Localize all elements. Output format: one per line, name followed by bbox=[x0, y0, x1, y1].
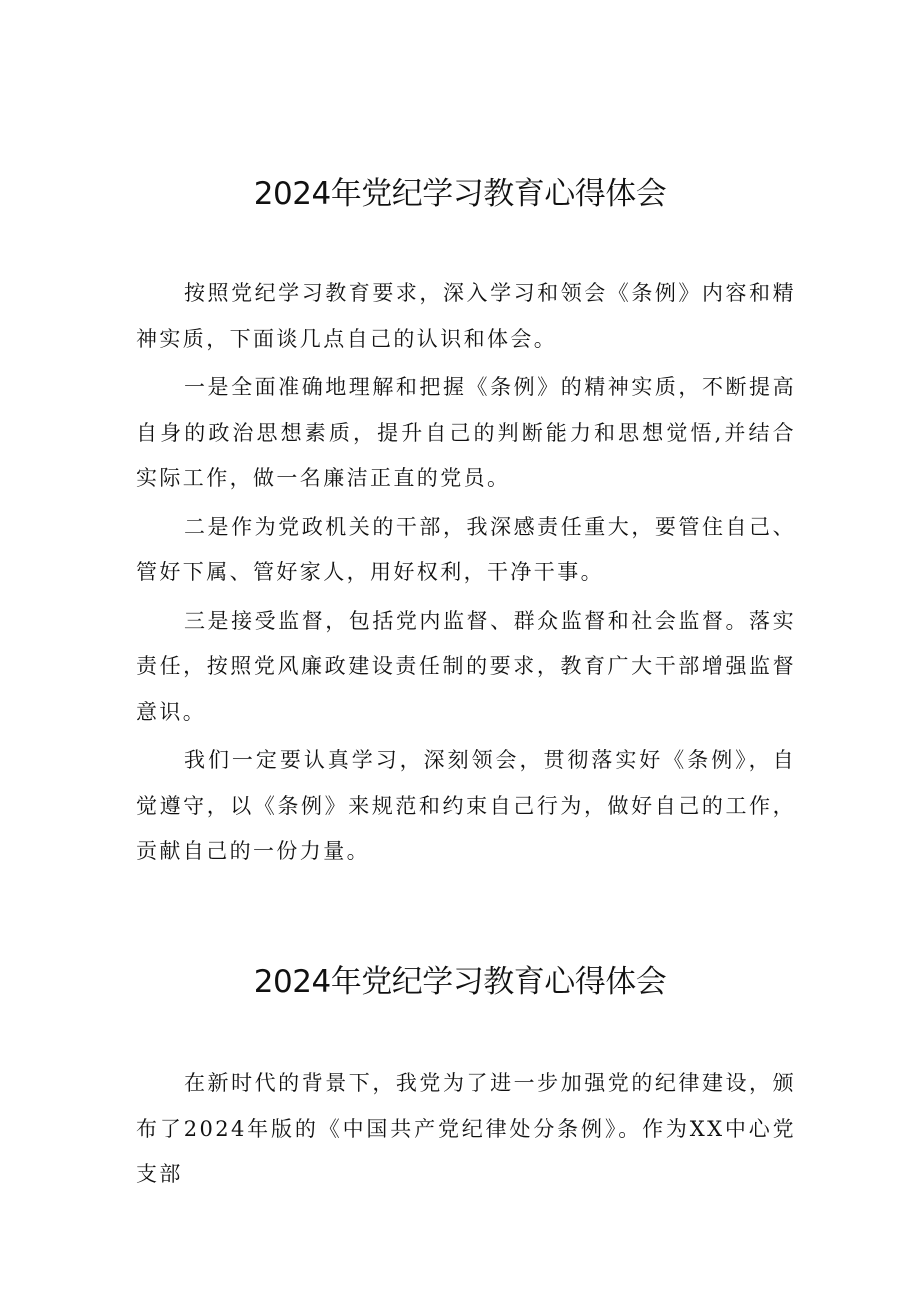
article-body bbox=[136, 1061, 796, 1201]
paragraph: 在新时代的背景下，我党为了进一步加强党的纪律建设，颁布了2024年版的《中国共产党纪律处分条例》。作为XX中心党支部 bbox=[136, 1071, 796, 1186]
paragraph: 二是作为党政机关的干部，我深感责任重大，要管住自己、管好下属、管好家人，用好权利，干净干事。 bbox=[136, 514, 796, 584]
paragraph: 三是接受监督，包括党内监督、群众监督和社会监督。落实责任，按照党风廉政建设责任制的要求，教育广大干部增强监督意识。 bbox=[136, 608, 796, 724]
article-body bbox=[136, 271, 796, 878]
paragraph: 按照党纪学习教育要求，深入学习和领会《条例》内容和精神实质，下面谈几点自己的认识和体会。 bbox=[136, 281, 796, 351]
article-title: 2024年党纪学习教育心得体会 bbox=[253, 964, 667, 1000]
paragraph: 我们一定要认真学习，深刻领会，贯彻落实好《条例》，自觉遵守，以《条例》来规范和约束自己行为，做好自己的工作，贡献自己的一份力量。 bbox=[136, 748, 796, 863]
article-title: 2024年党纪学习教育心得体会 bbox=[253, 176, 667, 212]
paragraph: 一是全面准确地理解和把握《条例》的精神实质，不断提高自身的政治思想素质，提升自己的判断能力和思想觉悟,并结合实际工作，做一名廉洁正直的党员。 bbox=[136, 375, 796, 490]
